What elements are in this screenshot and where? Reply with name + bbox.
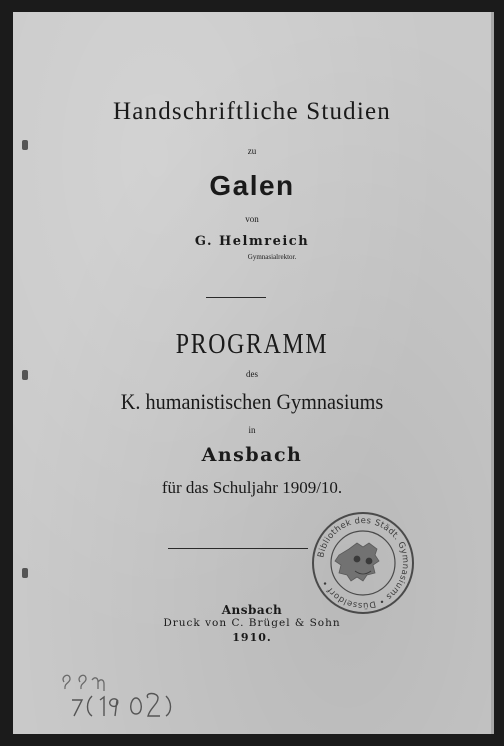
library-stamp	[311, 511, 415, 615]
shelf-mark-line2	[72, 694, 171, 717]
connector-des: des	[246, 369, 258, 379]
cover-subject: Galen	[209, 170, 295, 201]
divider-rule	[206, 297, 266, 298]
institution-name: K. humanistischen Gymnasiums	[120, 389, 384, 414]
program-heading: PROGRAMM	[175, 329, 329, 360]
connector-von: von	[245, 214, 259, 224]
imprint-printer: Druck von C. Brügel & Sohn	[163, 617, 341, 629]
stamp-text: Bibliothek des Städt. Gymnasiums • Düsseldorf •	[316, 515, 411, 611]
divider-rule	[168, 548, 308, 549]
shelf-mark-line1	[63, 675, 104, 691]
cover-title: Handschriftliche Studien	[112, 98, 392, 125]
connector-zu: zu	[247, 146, 257, 156]
school-year: für das Schuljahr 1909/10.	[161, 478, 343, 497]
connector-in: in	[248, 425, 256, 435]
imprint-place: Ansbach	[221, 603, 283, 617]
coat-of-arms-icon	[335, 543, 379, 581]
city-name: Ansbach	[201, 444, 303, 466]
author-name: G. Helmreich	[194, 234, 310, 249]
shelf-mark-handwriting	[58, 668, 208, 718]
binding-hole	[22, 568, 28, 578]
imprint-year: 1910.	[232, 631, 272, 644]
author-rank: Gymnasialrektor.	[247, 253, 297, 261]
